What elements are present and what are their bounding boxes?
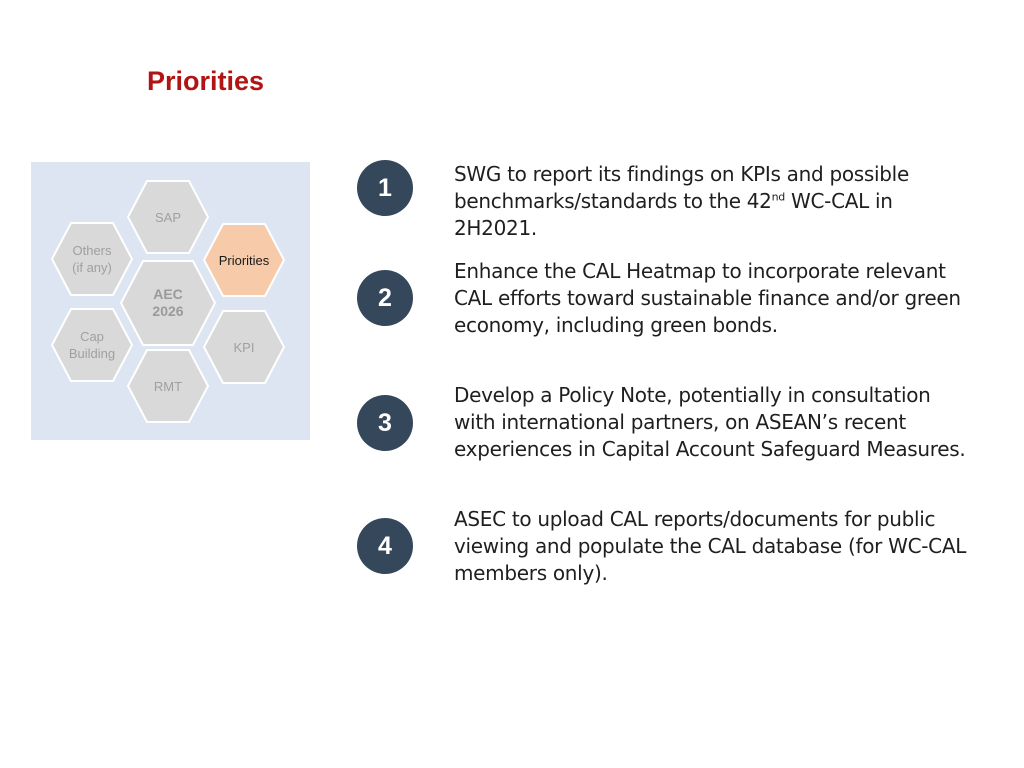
priority-text: SWG to report its findings on KPIs and possible benchmarks/standards to the 42nd WC-CAL in 2H2021. <box>454 162 909 240</box>
hex-aec-2026[interactable] <box>120 260 216 346</box>
priority-text: Develop a Policy Note, potentially in consultation with international partners, on ASEAN’s recent experiences in Capital Account Safeguard Measures. <box>454 383 966 461</box>
priority-text: Enhance the CAL Heatmap to incorporate relevant CAL efforts toward sustainable finance and/or green economy, including green bonds. <box>454 259 961 337</box>
hexagon-diagram <box>31 162 310 440</box>
number-badge: 1 <box>357 160 413 216</box>
priority-text: ASEC to upload CAL reports/documents for public viewing and populate the CAL database (for WC-CAL members only). <box>454 507 967 585</box>
number-badge: 2 <box>357 270 413 326</box>
number-badge: 4 <box>357 518 413 574</box>
hex-cap-building-label: Cap Building <box>68 329 116 361</box>
hex-rmt[interactable] <box>127 349 209 423</box>
hex-rmt-label: RMT <box>153 378 183 394</box>
hex-priorities-label: Priorities <box>218 252 270 268</box>
page-title: Priorities <box>147 66 265 96</box>
number-badge: 3 <box>357 395 413 451</box>
hex-others-label: Others (if any) <box>72 243 112 275</box>
hex-aec-2026-label: AEC 2026 <box>152 286 184 319</box>
hex-sap[interactable] <box>127 180 209 254</box>
hex-cap-building[interactable] <box>51 308 133 382</box>
hex-kpi[interactable] <box>203 310 285 384</box>
hex-sap-label: SAP <box>154 209 181 225</box>
hex-kpi-label: KPI <box>233 339 255 355</box>
